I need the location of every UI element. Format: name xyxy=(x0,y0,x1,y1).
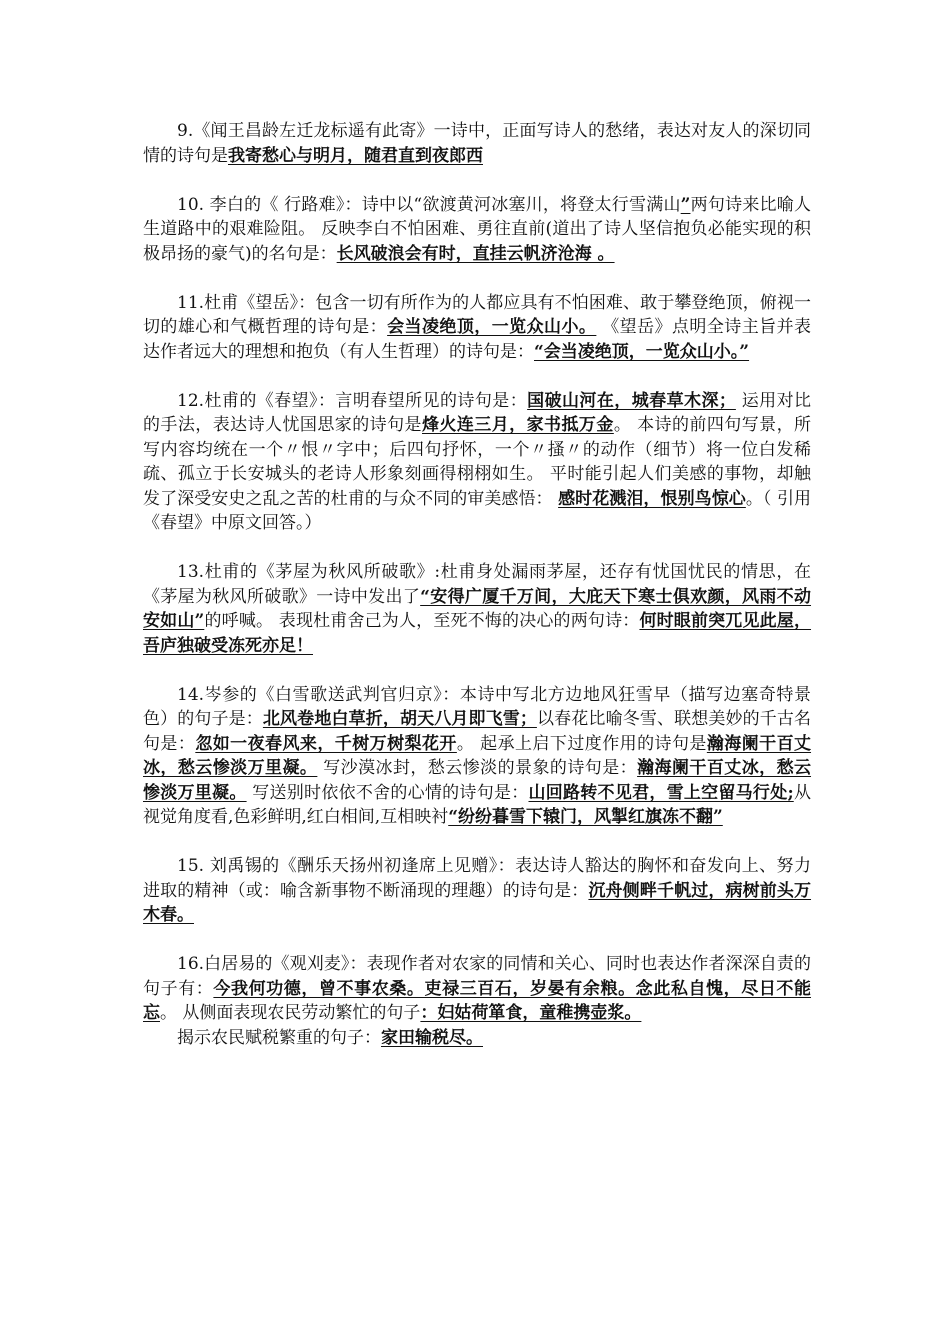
question-text: 9.《闻王昌龄左迁龙标遥有此寄》一诗中，正面写诗人的愁绪，表达对友人的深切同情的诗句是 xyxy=(143,121,811,166)
question-text: 的呼喊。 表现杜甫舍己为人，至死不悔的决心的两句诗： xyxy=(204,611,640,631)
question-item xyxy=(143,119,811,168)
question-text: 16.白居易的《观刈麦》：表现作者对农家的同情和关心、同时也表达作者深深自责的句子有： xyxy=(143,954,811,999)
question-text: 运用对比的手法，表达诗人忧国思家的诗句是 xyxy=(143,390,811,435)
answer-text: 何时眼前突兀见此屋，吾庐独破受冻死亦足！ xyxy=(143,611,812,656)
question-item xyxy=(143,854,811,928)
question-text: 两句诗来比喻人生道路中的艰难险阻。 反映李白不怕困难、勇往直前(道出了诗人坚信抱负必能实现的积极昂扬的豪气)的名句是： xyxy=(143,194,811,264)
question-text: 13.杜甫的《茅屋为秋风所破歌》:杜甫身处漏雨茅屋，还存有忧国忧民的情思，在《茅屋为秋风所破歌》一诗中发出了 xyxy=(143,562,811,607)
question-item xyxy=(143,683,811,830)
answer-text: 瀚海阑干百丈冰，愁云惨淡万里凝。 xyxy=(143,733,812,778)
question-text: 以春花比喻冬雪、联想美妙的千古名句是： xyxy=(143,709,812,754)
question-text: 《望岳》点明全诗主旨并表达作者远大的理想和抱负（有人生哲理）的诗句是： xyxy=(143,317,812,362)
answer-text: 长风破浪会有时，直挂云帆济沧海 。 xyxy=(336,243,615,264)
answer-text: 烽火连三月，家书抵万金 xyxy=(422,415,614,435)
answer-text: “会当凌绝顶，一览众山小。” xyxy=(534,341,750,362)
answer-text: ” xyxy=(680,194,691,215)
question-item xyxy=(143,952,811,1026)
question-text: 。（ 引用《春望》中原文回答。） xyxy=(143,488,812,533)
document-body xyxy=(143,119,811,1050)
answer-text: ：妇姑荷箪食，童稚携壶浆。 xyxy=(420,1003,642,1023)
answer-text: 国破山河在，城春草木深； xyxy=(527,390,736,411)
question-text: 14.岑参的《白雪歌送武判官归京》：本诗中写北方边地风狂雪早（描写边塞奇特景色）的句子是： xyxy=(143,684,811,729)
answer-text: “安得广厦千万间，大庇天下寒士俱欢颜，风雨不动安如山” xyxy=(143,586,812,631)
question-text: 。 本诗的前四句写景，所写内容均统在一个〃恨〃字中；后四句抒怀，一个〃搔〃的动作（细节）将一位白发稀疏、孤立于长安城头的老诗人形象刻画得栩栩如生。 平时能引起人们美感的事物，却触发了深受安史之乱之苦的杜甫的与众不同的审美感悟： xyxy=(143,415,812,509)
answer-text: 感时花溅泪，恨别鸟惊心 xyxy=(558,488,746,509)
answer-text: 瀚海阑干百丈冰，愁云惨淡万里凝。 xyxy=(143,758,812,803)
answer-text: 沉舟侧畔千帆过，病树前头万木春。 xyxy=(143,880,812,925)
question-text: 从视觉角度看,色彩鲜明,红白相间,互相映衬 xyxy=(143,782,812,827)
question-text: 揭示农民赋税繁重的句子： xyxy=(177,1027,381,1048)
question-text: 12.杜甫的《春望》：言明春望所见的诗句是： xyxy=(177,390,528,411)
answer-text: 忽如一夜春风来，千树万树梨花开 xyxy=(195,733,457,754)
question-text: 。 起承上启下过度作用的诗句是 xyxy=(456,733,707,754)
answer-text: 家田输税尽。 xyxy=(381,1027,483,1048)
answer-text: “纷纷暮雪下辕门，风掣红旗冻不翻” xyxy=(448,807,723,827)
question-subline xyxy=(143,1026,811,1051)
question-text: 10. 李白的《 行路难》：诗中以“欲渡黄河冰塞川，将登太行雪满山 xyxy=(177,194,681,215)
question-text: 11.杜甫《望岳》：包含一切有所作为的人都应具有不怕困难、敢于攀登绝顶，俯视一切的雄心和气概哲理的诗句是： xyxy=(143,292,811,337)
question-item xyxy=(143,560,811,658)
answer-text: 北风卷地白草折，胡天八月即飞雪； xyxy=(262,709,537,729)
question-text: 。 从侧面表现农民劳动繁忙的句子 xyxy=(160,1003,421,1023)
answer-text: 今我何功德，曾不事农桑。吏禄三百石，岁晏有余粮。念此私自愧，尽日不能忘 xyxy=(143,978,812,1023)
question-text: 15. 刘禹锡的《酬乐天扬州初逢席上见赠》：表达诗人豁达的胸怀和奋发向上、努力进取的精神（或：喻含新事物不断涌现的理趣）的诗句是： xyxy=(143,856,811,901)
answer-text: 我寄愁心与明月，随君直到夜郎西 xyxy=(228,145,483,166)
answer-text: 山回路转不见君，雪上空留马行处; xyxy=(528,782,794,803)
question-item xyxy=(143,389,811,536)
question-text: 写沙漠冰封，愁云惨淡的景象的诗句是： xyxy=(317,758,638,778)
answer-text: 会当凌绝顶，一览众山小。 xyxy=(387,317,597,337)
question-text: 写送别时依依不舍的心情的诗句是： xyxy=(246,782,529,803)
question-item xyxy=(143,291,811,365)
question-item xyxy=(143,193,811,267)
